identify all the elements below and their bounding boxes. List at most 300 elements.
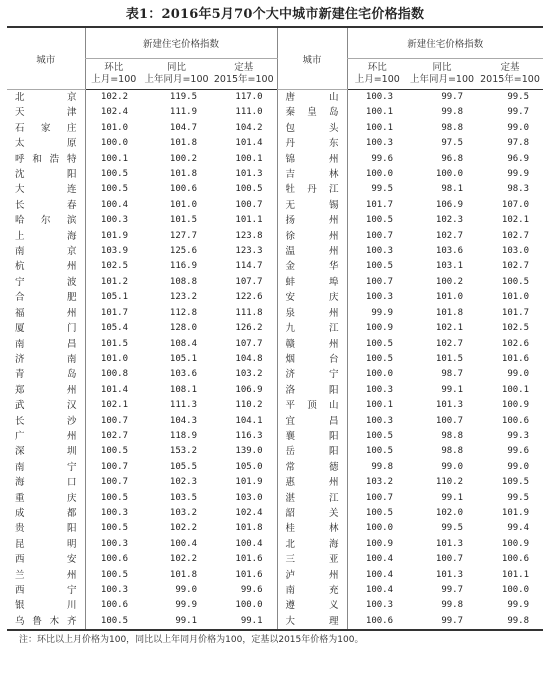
table-note: 注：环比以上月价格为100，同比以上年同月价格为100，定基以2015年价格为100。	[19, 635, 364, 646]
cell-mom-left: 105.1	[85, 290, 142, 305]
cell-yoy-left: 116.9	[169, 261, 197, 272]
cell-city-left: 广州	[15, 430, 77, 442]
document	[7, 0, 543, 649]
cell-base-left: 101.4	[235, 138, 263, 149]
cell-city-left: 石家庄	[15, 122, 77, 134]
cell-base-left: 122.6	[235, 292, 263, 303]
cell-base-right: 100.9	[501, 538, 530, 549]
table-row	[7, 568, 543, 583]
cell-city-right: 安庆	[277, 290, 347, 305]
cell-base-right: 99.3	[507, 430, 530, 441]
cell-base-right: 101.1	[501, 569, 530, 580]
cell-base-left: 103.0	[235, 492, 263, 503]
base-label: 定基	[234, 62, 254, 73]
cell-base-left: 111.8	[235, 307, 263, 318]
cell-base-left: 102.4	[235, 507, 263, 518]
cell-base-left: 106.9	[235, 384, 263, 395]
cell-base-right: 101.9	[501, 507, 530, 518]
cell-yoy-right: 99.1	[441, 492, 463, 503]
yoy-header-right	[407, 59, 477, 90]
cell-mom-left: 102.7	[85, 429, 142, 444]
mom-header-right	[347, 59, 407, 90]
cell-city-left: 太原	[15, 138, 77, 150]
cell-yoy-left: 100.6	[169, 184, 197, 195]
cell-yoy-right: 100.7	[435, 554, 463, 565]
cell-yoy-right: 98.8	[441, 122, 463, 133]
cell-mom-left: 100.8	[85, 367, 142, 382]
cell-city-right: 扬州	[277, 213, 347, 228]
table-row	[7, 152, 543, 167]
cell-yoy-right: 101.3	[435, 400, 463, 411]
cell-city-right: 平顶山	[277, 398, 347, 413]
cell-base-left: 105.0	[235, 461, 263, 472]
cell-mom-right: 100.7	[347, 229, 407, 244]
cell-mom-right: 100.4	[347, 568, 407, 583]
mom-sub-label: 上月=100	[354, 74, 400, 85]
cell-base-left: 101.1	[235, 215, 263, 226]
table-row	[7, 429, 543, 444]
cell-mom-right: 100.5	[347, 259, 407, 274]
base-label: 定基	[500, 62, 520, 73]
cell-mom-right: 100.1	[347, 105, 407, 120]
cell-mom-right: 100.0	[347, 167, 407, 182]
cell-yoy-right: 100.0	[435, 169, 463, 180]
cell-base-right: 99.8	[477, 614, 543, 630]
cell-yoy-right: 99.7	[441, 585, 463, 595]
cell-yoy-left: 112.8	[169, 307, 197, 318]
cell-base-left: 126.2	[235, 323, 263, 334]
cell-city-left: 沈阳	[15, 169, 77, 181]
cell-base-left: 110.2	[235, 400, 263, 411]
table-row	[7, 414, 543, 429]
table-row	[7, 105, 543, 120]
table-row	[7, 552, 543, 567]
cell-city-left: 南京	[15, 246, 77, 258]
cell-yoy-right: 99.5	[441, 523, 463, 534]
cell-base-right: 107.0	[501, 199, 530, 210]
cell-mom-left: 100.5	[85, 491, 142, 506]
cell-mom-right: 103.2	[347, 475, 407, 490]
table-row	[7, 614, 543, 630]
cell-mom-right: 100.5	[347, 444, 407, 459]
cell-yoy-right: 100.7	[435, 415, 463, 426]
cell-mom-right: 100.3	[347, 244, 407, 259]
cell-yoy-right: 101.5	[435, 353, 463, 364]
cell-mom-left: 102.1	[85, 398, 142, 413]
cell-yoy-left: 100.2	[169, 153, 197, 164]
cell-city-left: 北京	[15, 92, 77, 103]
table-row	[7, 275, 543, 290]
cell-yoy-right: 106.9	[435, 199, 463, 210]
cell-mom-left: 105.4	[85, 321, 142, 336]
cell-yoy-right: 98.8	[441, 430, 463, 441]
cell-city-left: 乌鲁木齐	[7, 614, 85, 630]
table-row	[7, 229, 543, 244]
table-row	[7, 198, 543, 213]
cell-mom-left: 100.1	[85, 152, 142, 167]
cell-city-left: 杭州	[15, 261, 77, 273]
cell-city-left: 宁波	[15, 276, 77, 288]
cell-base-right: 101.7	[501, 307, 530, 318]
cell-city-left: 南宁	[15, 461, 77, 473]
cell-mom-left: 100.5	[85, 614, 142, 630]
mom-header-left	[85, 59, 142, 90]
table-row	[7, 367, 543, 382]
cell-city-right: 遵义	[277, 598, 347, 613]
cell-yoy-left: 127.7	[169, 230, 197, 241]
cell-base-right: 99.5	[507, 492, 530, 503]
table-row	[7, 306, 543, 321]
cell-city-left: 大连	[15, 184, 77, 196]
cell-yoy-left: 102.2	[169, 554, 197, 565]
cell-base-right: 109.5	[501, 477, 530, 488]
cell-yoy-left: 104.7	[169, 122, 197, 133]
cell-mom-right: 100.1	[347, 398, 407, 413]
cell-city-right: 宜昌	[277, 414, 347, 429]
cell-yoy-right: 103.6	[435, 246, 463, 257]
cell-base-left: 99.6	[240, 585, 263, 595]
cell-city-right: 湛江	[277, 491, 347, 506]
cell-city-right: 吉林	[277, 167, 347, 182]
cell-city-right: 韶关	[277, 506, 347, 521]
cell-city-right: 三亚	[277, 552, 347, 567]
cell-base-right: 102.6	[501, 338, 530, 349]
cell-base-right: 99.5	[507, 92, 530, 102]
group-header-right: 新建住宅价格指数	[347, 27, 543, 59]
cell-mom-left: 100.5	[85, 182, 142, 197]
cell-city-left: 哈尔滨	[15, 215, 77, 227]
cell-mom-right: 100.5	[347, 352, 407, 367]
cell-city-right: 无锡	[277, 198, 347, 213]
cell-yoy-left: 128.0	[169, 323, 197, 334]
cell-base-left: 104.8	[235, 353, 263, 364]
cell-yoy-left: 103.5	[169, 492, 197, 503]
cell-city-right: 赣州	[277, 337, 347, 352]
cell-yoy-left: 101.5	[169, 215, 197, 226]
cell-mom-left: 102.5	[85, 259, 142, 274]
cell-yoy-left: 99.9	[175, 600, 197, 611]
cell-mom-right: 99.6	[347, 152, 407, 167]
cell-base-left: 104.2	[235, 122, 263, 133]
cell-city-left: 合肥	[15, 292, 77, 304]
cell-mom-left: 103.9	[85, 244, 142, 259]
cell-base-right: 99.7	[507, 107, 530, 118]
cell-yoy-right: 101.0	[435, 292, 463, 303]
cell-mom-left: 100.6	[85, 552, 142, 567]
cell-yoy-left: 104.3	[169, 415, 197, 426]
cell-city-right: 牡丹江	[277, 182, 347, 197]
cell-base-right: 102.7	[501, 261, 530, 272]
cell-yoy-right: 98.8	[441, 446, 463, 457]
city-header-right: 城市	[277, 27, 347, 90]
cell-city-right: 襄阳	[277, 429, 347, 444]
cell-yoy-left: 101.8	[169, 138, 197, 149]
cell-yoy-left: 99.1	[142, 614, 211, 630]
cell-base-left: 103.2	[235, 369, 263, 380]
table-row	[7, 398, 543, 413]
cell-mom-right: 100.3	[347, 598, 407, 613]
cell-yoy-left: 105.5	[169, 461, 197, 472]
cell-mom-right: 100.4	[347, 583, 407, 598]
cell-city-right: 锦州	[277, 152, 347, 167]
cell-base-left: 101.8	[235, 523, 263, 534]
yoy-header-left	[142, 59, 211, 90]
table-row	[7, 475, 543, 490]
cell-base-left: 111.0	[235, 107, 263, 118]
cell-yoy-left: 102.3	[169, 477, 197, 488]
cell-yoy-right: 101.3	[435, 538, 463, 549]
base-header-left	[211, 59, 277, 90]
cell-base-left: 100.4	[235, 538, 263, 549]
cell-base-right: 100.0	[501, 585, 530, 595]
cell-base-left: 100.0	[235, 600, 263, 611]
cell-yoy-left: 103.6	[169, 369, 197, 380]
cell-mom-right: 100.4	[347, 552, 407, 567]
cell-base-left: 117.0	[235, 92, 263, 102]
cell-yoy-right: 96.8	[441, 153, 463, 164]
cell-mom-right: 100.9	[347, 537, 407, 552]
cell-base-left: 139.0	[235, 446, 263, 457]
cell-city-left: 福州	[15, 307, 77, 319]
cell-city-left: 厦门	[15, 323, 77, 335]
cell-mom-right: 100.3	[347, 136, 407, 151]
cell-city-right: 丹东	[277, 136, 347, 151]
base-sub-label: 2015年=100	[213, 74, 274, 85]
cell-mom-left: 100.3	[85, 583, 142, 598]
table-body	[7, 90, 543, 631]
table-row	[7, 90, 543, 106]
cell-mom-right: 100.5	[347, 429, 407, 444]
cell-mom-left: 100.6	[85, 598, 142, 613]
cell-city-right: 惠州	[277, 475, 347, 490]
cell-city-left: 郑州	[15, 384, 77, 396]
cell-mom-right: 100.3	[347, 383, 407, 398]
cell-mom-right: 100.6	[347, 614, 407, 630]
table-row	[7, 506, 543, 521]
cell-yoy-left: 100.4	[169, 538, 197, 549]
cell-base-left: 100.7	[235, 199, 263, 210]
cell-city-left: 银川	[15, 600, 77, 612]
cell-yoy-right: 100.2	[435, 276, 463, 287]
mom-label: 环比	[104, 62, 124, 73]
cell-mom-right: 100.5	[347, 213, 407, 228]
cell-yoy-left: 101.0	[169, 199, 197, 210]
cell-mom-left: 100.7	[85, 460, 142, 475]
cell-base-left: 101.6	[235, 569, 263, 580]
cell-mom-left: 100.4	[85, 198, 142, 213]
cell-base-right: 99.6	[507, 446, 530, 457]
cell-yoy-right: 98.7	[441, 369, 463, 380]
cell-yoy-right: 98.1	[441, 184, 463, 195]
cell-mom-right: 100.0	[347, 521, 407, 536]
table-row	[7, 521, 543, 536]
cell-base-left: 101.6	[235, 554, 263, 565]
cell-mom-right: 100.7	[347, 275, 407, 290]
cell-yoy-right: 99.0	[441, 461, 463, 472]
cell-yoy-left: 108.4	[169, 338, 197, 349]
cell-base-right: 102.7	[501, 230, 530, 241]
table-row	[7, 259, 543, 274]
yoy-sub-label: 上年同月=100	[144, 74, 209, 85]
cell-mom-left: 102.4	[85, 105, 142, 120]
table-row	[7, 213, 543, 228]
cell-base-right: 101.0	[501, 292, 530, 303]
table-row	[7, 136, 543, 151]
cell-base-left: 101.3	[235, 169, 263, 180]
cell-yoy-right: 99.8	[441, 107, 463, 118]
cell-mom-left: 100.5	[85, 167, 142, 182]
cell-base-right: 100.6	[501, 415, 530, 426]
cell-base-left: 107.7	[235, 276, 263, 287]
cell-base-left: 116.3	[235, 430, 263, 441]
cell-yoy-right: 97.5	[441, 138, 463, 149]
table-row	[7, 337, 543, 352]
table-row	[7, 321, 543, 336]
cell-city-right: 包头	[277, 121, 347, 136]
cell-mom-left: 100.3	[85, 537, 142, 552]
cell-city-left: 深圳	[15, 446, 77, 458]
cell-mom-right: 100.3	[347, 290, 407, 305]
cell-city-right: 九江	[277, 321, 347, 336]
table-row	[7, 167, 543, 182]
cell-city-left: 海口	[15, 477, 77, 489]
cell-yoy-right: 102.3	[435, 215, 463, 226]
cell-mom-left: 100.0	[85, 136, 142, 151]
cell-mom-left: 101.5	[85, 337, 142, 352]
cell-base-left: 123.3	[235, 246, 263, 257]
cell-mom-left: 100.3	[85, 213, 142, 228]
mom-sub-label: 上月=100	[91, 74, 137, 85]
cell-mom-right: 100.7	[347, 491, 407, 506]
cell-city-right: 北海	[277, 537, 347, 552]
cell-city-left: 长春	[15, 199, 77, 211]
cell-base-right: 99.0	[507, 369, 530, 380]
cell-base-left: 107.7	[235, 338, 263, 349]
base-sub-label: 2015年=100	[480, 74, 540, 85]
cell-yoy-left: 108.8	[169, 276, 197, 287]
price-index-table	[7, 26, 543, 631]
cell-mom-right: 100.5	[347, 506, 407, 521]
cell-city-left: 青岛	[15, 369, 77, 381]
cell-city-left: 天津	[15, 107, 77, 119]
table-row	[7, 182, 543, 197]
cell-base-right: 103.0	[501, 246, 530, 257]
cell-yoy-right: 102.0	[435, 507, 463, 518]
cell-city-left: 南昌	[15, 338, 77, 350]
cell-mom-left: 102.2	[85, 90, 142, 106]
cell-yoy-left: 111.3	[169, 400, 197, 411]
cell-city-left: 昆明	[15, 538, 77, 550]
cell-mom-left: 101.4	[85, 383, 142, 398]
cell-base-right: 99.0	[507, 122, 530, 133]
cell-yoy-left: 99.0	[175, 585, 197, 595]
cell-city-right: 常德	[277, 460, 347, 475]
cell-yoy-right: 99.7	[441, 92, 463, 102]
cell-mom-right: 99.5	[347, 182, 407, 197]
cell-city-right: 徐州	[277, 229, 347, 244]
cell-base-right: 99.0	[507, 461, 530, 472]
cell-city-right: 洛阳	[277, 383, 347, 398]
cell-base-left: 99.1	[211, 614, 277, 630]
cell-base-right: 101.6	[501, 353, 530, 364]
cell-base-left: 123.8	[235, 230, 263, 241]
cell-yoy-right: 99.1	[441, 384, 463, 395]
cell-mom-right: 100.3	[347, 414, 407, 429]
cell-yoy-right: 102.1	[435, 323, 463, 334]
cell-city-right: 泸州	[277, 568, 347, 583]
table-row	[7, 598, 543, 613]
cell-mom-right: 100.5	[347, 337, 407, 352]
base-header-right	[477, 59, 543, 90]
table-row	[7, 537, 543, 552]
cell-city-right: 桂林	[277, 521, 347, 536]
cell-city-left: 重庆	[15, 492, 77, 504]
cell-base-left: 100.1	[235, 153, 263, 164]
cell-base-right: 96.9	[507, 153, 530, 164]
cell-yoy-right: 101.8	[435, 307, 463, 318]
cell-yoy-left: 123.2	[169, 292, 197, 303]
cell-mom-right: 101.7	[347, 198, 407, 213]
table-row	[7, 244, 543, 259]
cell-mom-left: 101.7	[85, 306, 142, 321]
cell-mom-left: 101.2	[85, 275, 142, 290]
cell-city-left: 长沙	[15, 415, 77, 427]
cell-base-right: 100.6	[501, 554, 530, 565]
cell-city-right: 南充	[277, 583, 347, 598]
cell-yoy-left: 125.6	[169, 246, 197, 257]
cell-mom-left: 100.5	[85, 444, 142, 459]
cell-yoy-right: 99.7	[407, 614, 477, 630]
cell-city-left: 济南	[15, 353, 77, 365]
cell-city-left: 贵阳	[15, 523, 77, 535]
cell-mom-right: 100.9	[347, 321, 407, 336]
cell-mom-right: 100.0	[347, 367, 407, 382]
cell-mom-right: 99.8	[347, 460, 407, 475]
cell-yoy-left: 118.9	[169, 430, 197, 441]
cell-yoy-left: 102.2	[169, 523, 197, 534]
cell-base-right: 102.5	[501, 323, 530, 334]
yoy-sub-label: 上年同月=100	[409, 74, 475, 85]
cell-city-right: 温州	[277, 244, 347, 259]
cell-yoy-left: 101.8	[169, 569, 197, 580]
cell-yoy-left: 111.9	[169, 107, 197, 118]
cell-base-right: 98.3	[507, 184, 530, 195]
table-row	[7, 444, 543, 459]
table-row	[7, 121, 543, 136]
cell-yoy-right: 103.1	[435, 261, 463, 272]
group-header-left: 新建住宅价格指数	[85, 27, 277, 59]
cell-city-right: 泉州	[277, 306, 347, 321]
table-row	[7, 460, 543, 475]
table-row	[7, 290, 543, 305]
cell-yoy-right: 99.8	[441, 600, 463, 611]
cell-mom-left: 100.5	[85, 521, 142, 536]
cell-yoy-right: 102.7	[435, 338, 463, 349]
table-header	[7, 27, 543, 90]
cell-base-right: 100.5	[501, 276, 530, 287]
cell-mom-left: 100.3	[85, 506, 142, 521]
yoy-label: 同比	[166, 62, 186, 73]
cell-mom-right: 100.3	[347, 90, 407, 106]
cell-mom-left: 100.7	[85, 414, 142, 429]
cell-yoy-left: 119.5	[169, 92, 197, 102]
cell-base-left: 104.1	[235, 415, 263, 426]
cell-city-right: 唐山	[277, 90, 347, 106]
cell-base-right: 100.1	[501, 384, 530, 395]
cell-yoy-right: 110.2	[435, 477, 463, 488]
cell-yoy-left: 101.8	[169, 169, 197, 180]
cell-city-left: 呼和浩特	[15, 153, 77, 165]
